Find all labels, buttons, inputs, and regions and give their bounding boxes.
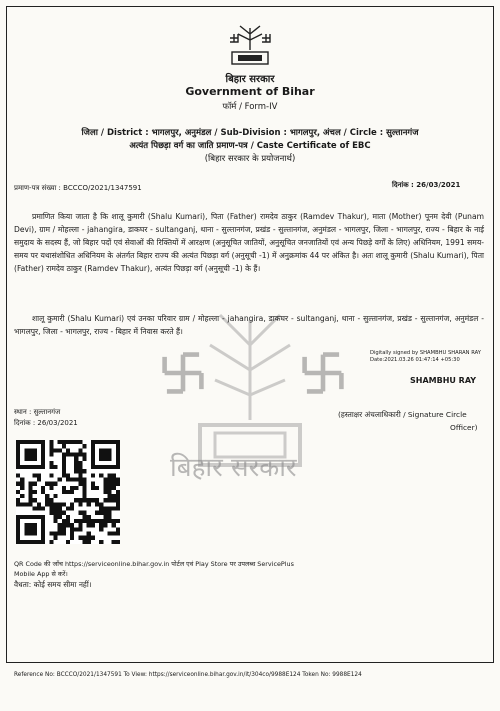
place: स्थान : सुल्तानगंज (14, 408, 61, 416)
certificate-date: दिनांक : 26/03/2021 (392, 181, 461, 189)
certificate-title: अत्यंत पिछड़ा वर्ग का जाति प्रमाण-पत्र / Caste Certificate of EBC (129, 141, 371, 151)
bihar-emblem-icon (226, 20, 274, 70)
title-hindi: बिहार सरकार (225, 74, 275, 85)
footer-reference: Reference No: BCCCO/2021/1347591 To View: https://serviceonline.bihar.gov.in/it/304co/9988E124 Token No: 9988E124 (14, 672, 362, 678)
location-line: जिला / District : भागलपुर, अनुमंडल / Sub-Division : भागलपुर, अंचल / Circle : सुल्तानगंज (81, 128, 419, 138)
digital-signature-date: Date:2021.03.26 01:47:14 +05:30 (370, 357, 460, 363)
watermark-text: बिहार सरकार (170, 453, 297, 483)
officer-designation-cont: Officer) (450, 423, 478, 432)
validity: वैधता: कोई समय सीमा नहीं। (14, 580, 92, 589)
qr-note-app: Mobile App से करें। (14, 570, 68, 578)
title-english: Government of Bihar (185, 85, 315, 98)
qr-code[interactable] (16, 440, 120, 544)
officer-name: SHAMBHU RAY (410, 376, 477, 385)
digital-signature-line: Digitally signed by SHAMBHU SHARAN RAY (370, 350, 481, 356)
form-number: फॉर्म / Form-IV (222, 102, 278, 112)
certificate-paragraph-1: प्रमाणित किया जाता है कि शालू कुमारी (Shalu Kumari), पिता (Father) रामदेव ठाकुर (Ramdev Thakur), माता (Mother) पूनम देवी (Punam Devi), ग्राम / मोहल्ला - jahangira, डाकघर - sultanganj, थाना - सुल्तानगंज, प्रखंड - सुल्तानगंज, अनुमंडल - भागलपुर, जिला - भागलपुर, राज्य - बिहार के नाई समुदाय के सदस्य हैं, जो बिहार पदों एवं सेवाओं की रिक्तियों में आरक्षण (अनुसूचित जातियों, अनुसूचित जनजातियों एवं अन्य पिछड़े वर्गों के लिए) अधिनियम, 1991 समय-समय पर यथासंशोधित अधिनियम के अंतर्गत बिहार राज्य की अत्यंत पिछड़ा वर्ग (अनुसूची -1) में अनुक्रमांक 44 पर अंकित है। अतः शालू कुमारी (Shalu Kumari), पिता (Father) रामदेव ठाकुर (Ramdev Thakur), अत्यंत पिछड़ा वर्ग (अनुसूची -1) के हैं। (14, 212, 484, 273)
swastika-right-icon (300, 350, 346, 396)
certificate-paragraph-2: शालू कुमारी (Shalu Kumari) एवं उनका परिवार ग्राम / मोहल्ला - jahangira, डाकघर - sultanganj, थाना - सुल्तानगंज, प्रखंड - सुल्तानगंज, अनुमंडल - भागलपुर, जिला - भागलपुर, राज्य - बिहार में निवास करते हैं। (14, 314, 484, 336)
purpose-line: (बिहार सरकार के प्रयोजनार्थ) (204, 154, 296, 164)
swastika-left-icon (160, 350, 206, 396)
qr-note: QR Code की जाँच https://serviceonline.bihar.gov.in पोर्टल एवं Play Store पर उपलब्ध ServicePlus (14, 560, 294, 568)
certificate-number: प्रमाण-पत्र संख्या : BCCCO/2021/1347591 (14, 184, 142, 192)
place-date: दिनांक : 26/03/2021 (14, 419, 78, 427)
officer-designation: (हस्ताक्षर अंचलाधिकारी / Signature Circle (338, 410, 467, 419)
